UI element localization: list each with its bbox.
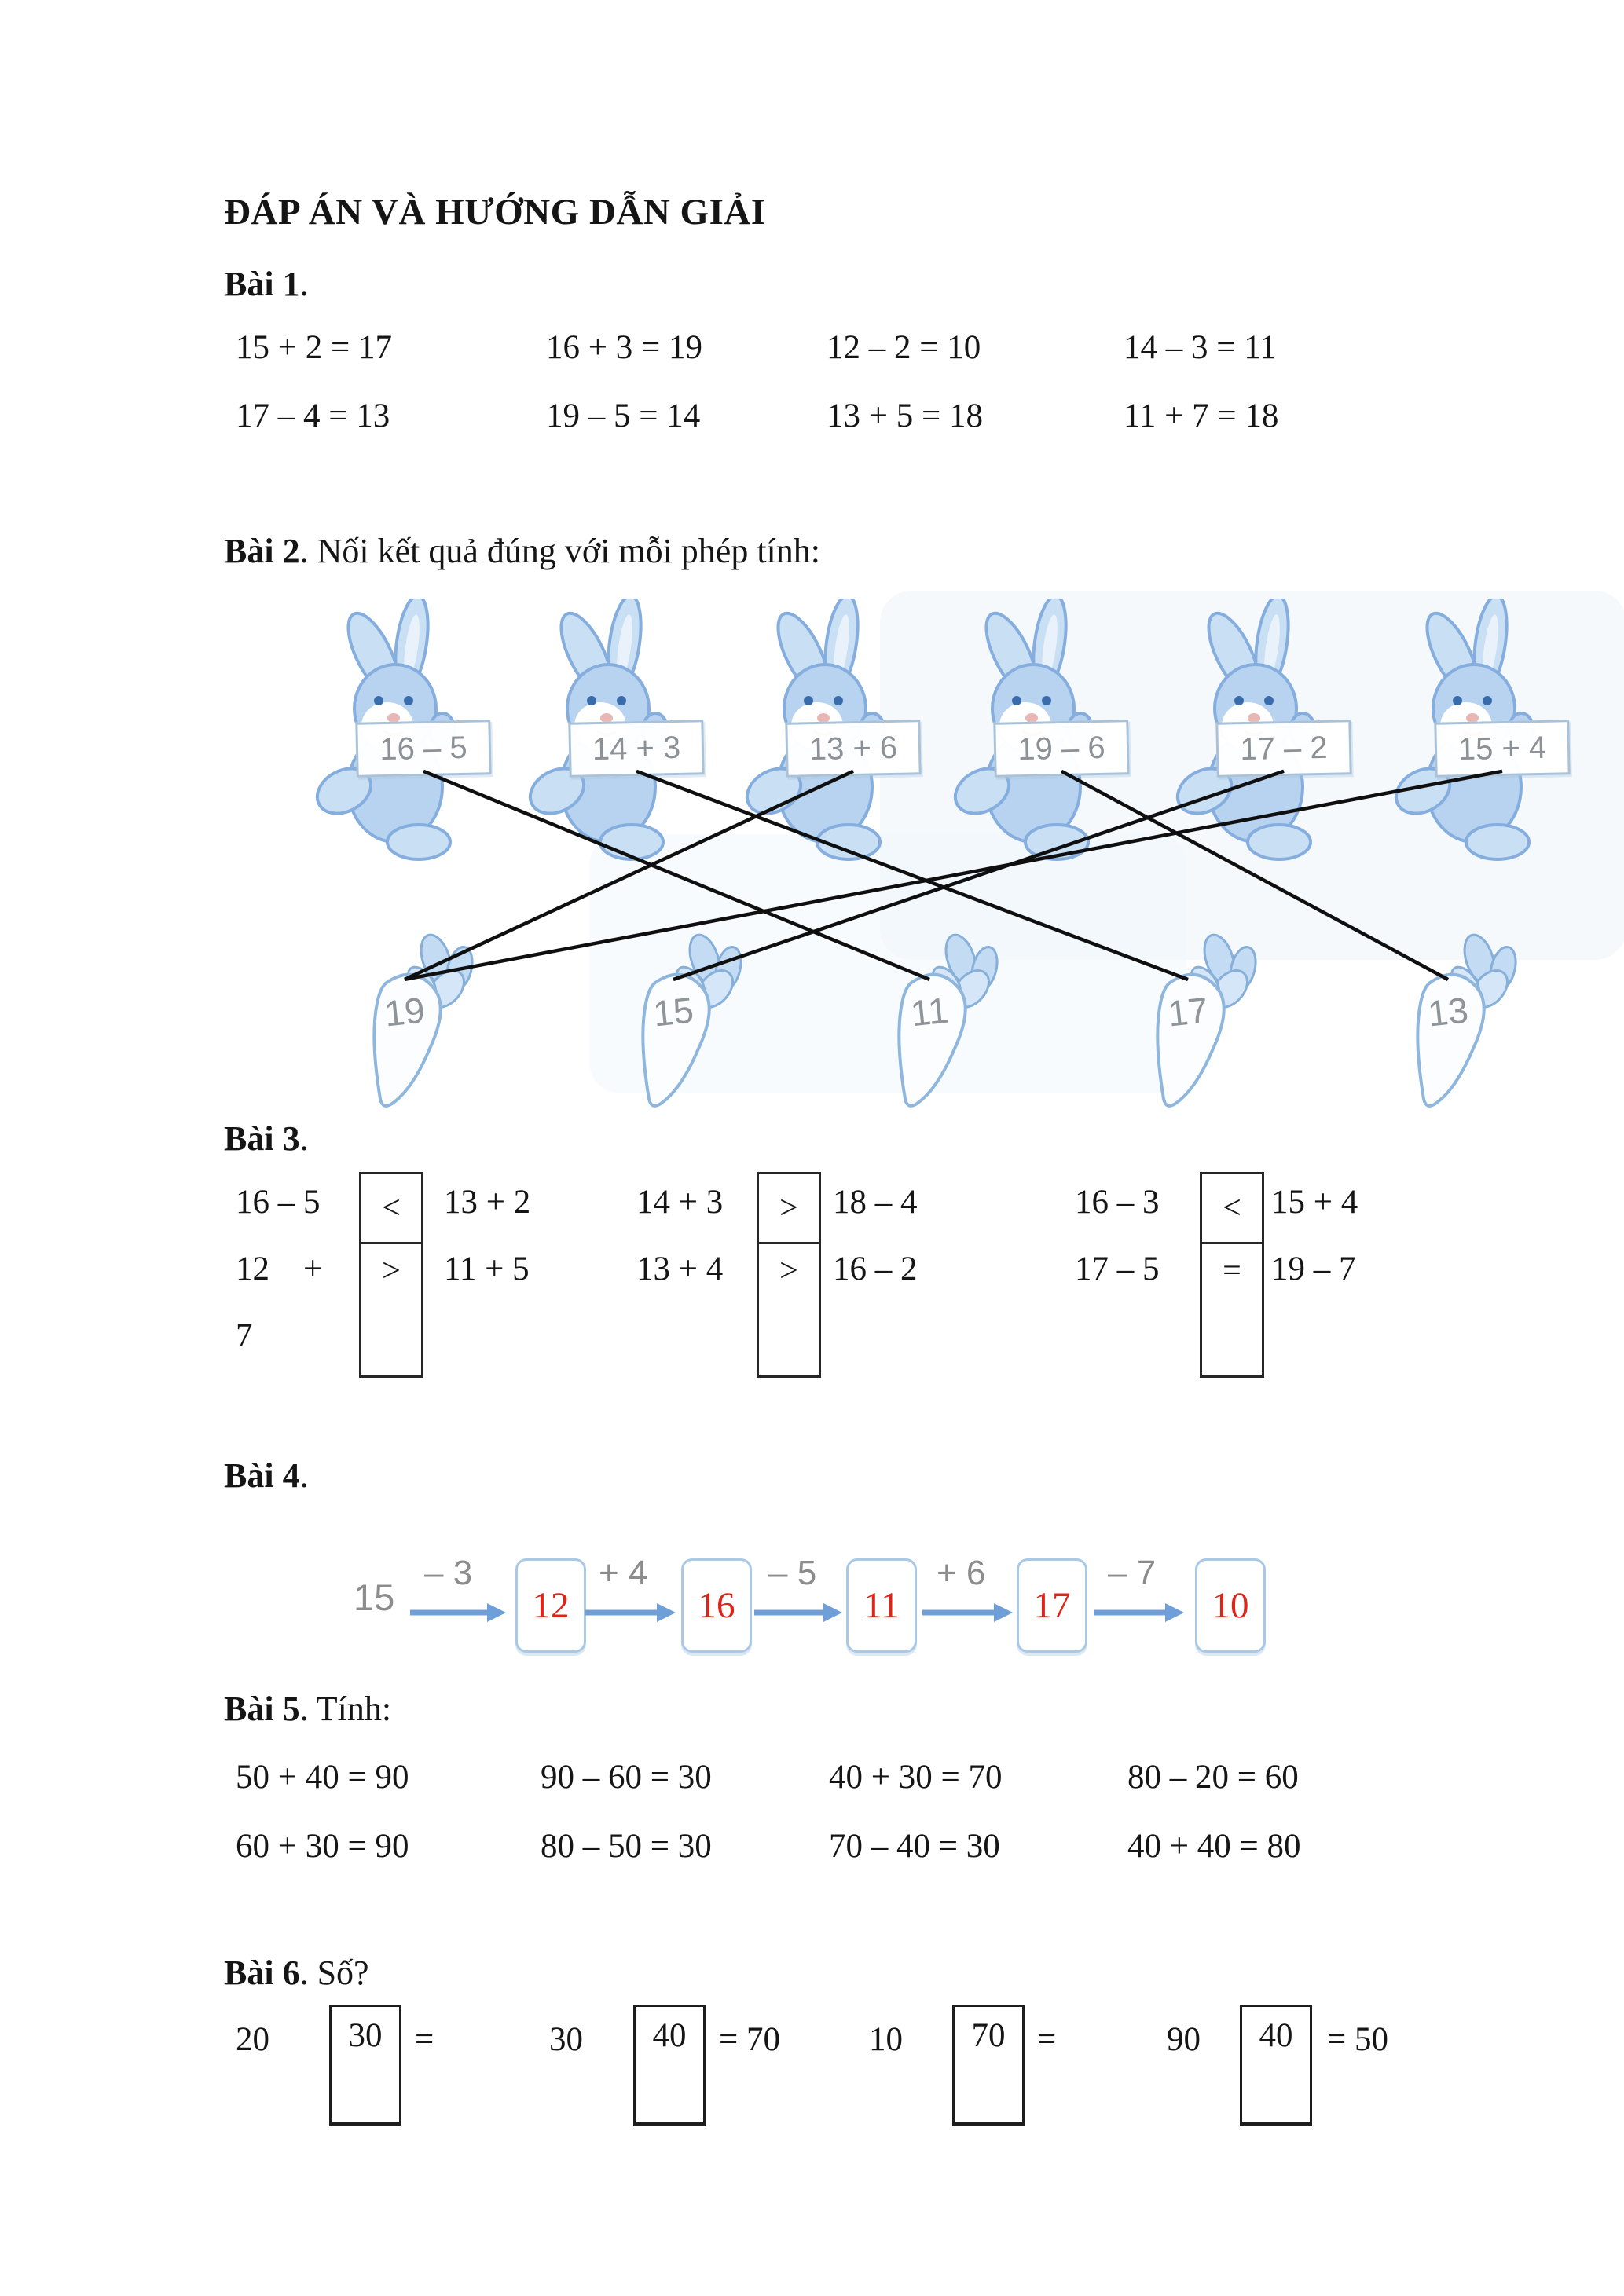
equation: 80 – 50 = 30 [541,1828,712,1865]
carrot-number: 17 [1165,989,1211,1034]
rabbit-sign: 15 + 4 [1434,720,1570,778]
rabbit-sign: 13 + 6 [785,720,921,778]
operand: = 70 [719,2021,781,2058]
equation: 19 – 5 = 14 [546,397,701,434]
comparison-symbol: > [382,1253,401,1289]
rabbit-illustration [939,599,1135,870]
section-label-bai3: Bài 3. [224,1119,309,1158]
section-label-bai4: Bài 4. [224,1456,309,1495]
page-title: ĐÁP ÁN VÀ HƯỚNG DẪN GIẢI [224,192,766,233]
comparison-symbol: < [1202,1174,1262,1244]
chain-op-label: – 5 [768,1554,817,1592]
compare-right: 16 – 2 [833,1251,918,1287]
rabbit-sign: 19 – 6 [993,720,1129,778]
section-label-bai2: Bài 2. Nối kết quả đúng với mỗi phép tính: [224,532,821,570]
rabbit-illustration [1161,599,1358,870]
rabbit-sign: 16 – 5 [355,720,491,778]
chain-op-label: + 6 [937,1554,986,1592]
equation: 17 – 4 = 13 [236,397,390,434]
carrot-number: 15 [651,989,696,1034]
comparison-symbol: = [1223,1253,1241,1289]
equation: 40 + 40 = 80 [1127,1828,1301,1865]
answer-box: 30 [329,2005,401,2126]
equation: 13 + 5 = 18 [827,397,984,434]
compare-right: 11 + 5 [444,1251,530,1287]
comparison-symbol: < [361,1174,421,1244]
operand: = [1037,2021,1057,2058]
equation: 90 – 60 = 30 [541,1759,712,1796]
section-label-bai6: Bài 6. Số? [224,1954,369,1992]
chain-answer-box: 17 [1017,1558,1087,1653]
arrow-right-icon [922,1602,1013,1623]
chain-answer-box: 12 [515,1558,586,1653]
equation: 40 + 30 = 70 [829,1759,1003,1796]
compare-left: 16 – 5 [236,1184,321,1221]
chain-answer-box: 16 [681,1558,752,1653]
comparison-symbol: > [759,1174,819,1244]
equation: 80 – 20 = 60 [1127,1759,1299,1796]
chain-op-label: – 7 [1108,1554,1157,1592]
operand: 20 [236,2021,269,2058]
section-label-bai1: Bài 1. [224,265,309,303]
operand: = [415,2021,434,2058]
section-label-bai5: Bài 5. Tính: [224,1690,392,1728]
equation: 70 – 40 = 30 [829,1828,1000,1865]
chain-answer-box: 11 [846,1558,917,1653]
compare-left: 17 – 5 [1075,1251,1160,1287]
arrow-right-icon [585,1602,676,1623]
compare-right: 13 + 2 [444,1184,531,1221]
carrot-number: 13 [1425,989,1471,1034]
answer-box: 40 [1240,2005,1312,2126]
compare-right: 19 – 7 [1271,1251,1356,1287]
equation: 16 + 3 = 19 [546,329,703,366]
chain-answer-box: 10 [1195,1558,1266,1653]
arrow-right-icon [754,1602,842,1623]
rabbit-illustration [1380,599,1576,870]
compare-left: 14 + 3 [636,1184,724,1221]
operand: 30 [549,2021,583,2058]
chain-op-label: + 4 [599,1554,648,1592]
bai2-figure [259,599,1619,1109]
comparison-symbol: > [779,1253,798,1289]
arrow-right-icon [1094,1602,1184,1623]
equation: 50 + 40 = 90 [236,1759,409,1796]
carrot-illustration [343,920,508,1108]
comparison-answer-box [359,1172,423,1378]
carrot-illustration [1127,920,1292,1108]
equation: 11 + 7 = 18 [1124,397,1279,434]
compare-left: 13 + 4 [636,1251,724,1287]
compare-left: 16 – 3 [1075,1184,1160,1221]
operand: 90 [1167,2021,1201,2058]
operand: = 50 [1327,2021,1389,2058]
rabbit-illustration [514,599,710,870]
carrot-illustration [1387,920,1552,1108]
comparison-answer-box [757,1172,821,1378]
rabbit-illustration [731,599,927,870]
carrot-number: 19 [382,989,427,1034]
compare-right: 18 – 4 [833,1184,918,1221]
rabbit-sign: 17 – 2 [1215,720,1351,778]
compare-left: 12 + [236,1251,323,1287]
equation: 15 + 2 = 17 [236,329,393,366]
comparison-answer-box [1200,1172,1264,1378]
rabbit-illustration [301,599,497,870]
equation: 12 – 2 = 10 [827,329,981,366]
operand: 10 [869,2021,903,2058]
chain-start-number: 15 [354,1576,395,1618]
rabbit-sign: 14 + 3 [568,720,704,778]
carrot-illustration [612,920,777,1108]
arrow-right-icon [410,1602,506,1623]
equation: 14 – 3 = 11 [1124,329,1277,366]
compare-left-wrap: 7 [236,1317,253,1354]
answer-box: 40 [633,2005,706,2126]
carrot-illustration [868,920,1033,1108]
chain-op-label: – 3 [424,1554,473,1592]
equation: 60 + 30 = 90 [236,1828,409,1865]
carrot-number: 11 [908,989,951,1034]
answer-box: 70 [952,2005,1025,2126]
compare-right: 15 + 4 [1271,1184,1358,1221]
